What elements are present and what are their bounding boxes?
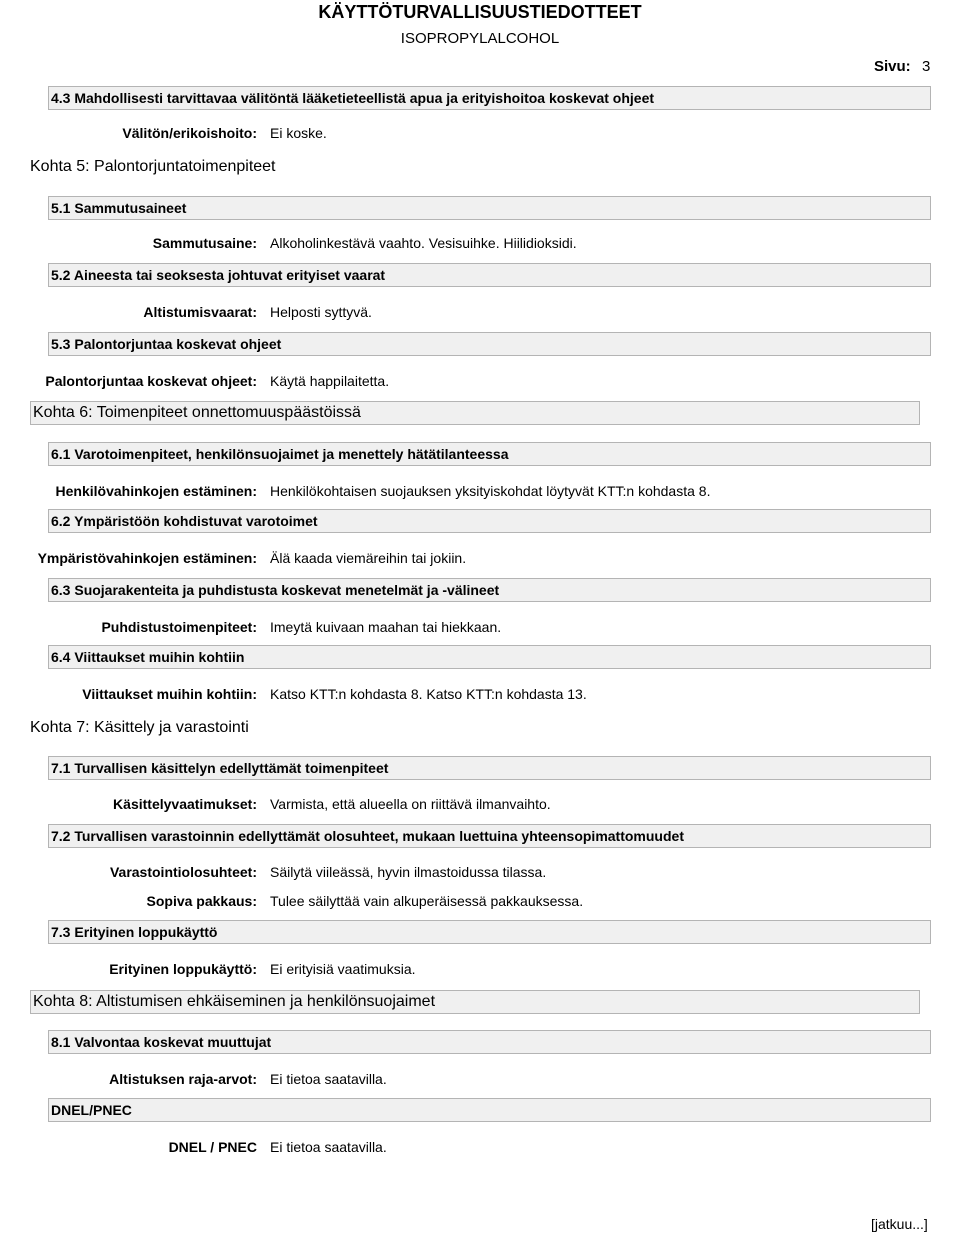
field-value-references: Katso KTT:n kohdasta 8. Katso KTT:n kohdasta 13. — [270, 686, 587, 702]
section-7-heading: Kohta 7: Käsittely ja varastointi — [30, 719, 249, 736]
subsection-7-1-heading: 7.1 Turvallisen käsittelyn edellyttämät toimenpiteet — [48, 756, 931, 780]
field-value-firefighting-advice: Käytä happilaitetta. — [270, 373, 390, 389]
subsection-7-2-heading: 7.2 Turvallisen varastoinnin edellyttämät olosuhteet, mukaan luettuina yhteensopimattomuudet — [48, 824, 931, 848]
field-value-storage-conditions: Säilytä viileässä, hyvin ilmastoidussa tilassa. — [270, 864, 547, 880]
field-label-references: Viittaukset muihin kohtiin: — [82, 686, 257, 702]
subsection-dnel-pnec-heading: DNEL/PNEC — [48, 1098, 931, 1122]
field-value-specific-end-use: Ei erityisiä vaatimuksia. — [270, 961, 416, 977]
continued-marker: [jatkuu...] — [871, 1216, 928, 1232]
field-label-immediate-treatment: Välitön/erikoishoito: — [122, 125, 257, 141]
subsection-8-1-heading: 8.1 Valvontaa koskevat muuttujat — [48, 1030, 931, 1054]
field-label-extinguishing-media: Sammutusaine: — [152, 235, 257, 251]
subsection-5-1-heading: 5.1 Sammutusaineet — [48, 196, 931, 220]
subsection-6-3-heading: 6.3 Suojarakenteita ja puhdistusta koskevat menetelmät ja -välineet — [48, 578, 931, 602]
subsection-7-3-heading: 7.3 Erityinen loppukäyttö — [48, 920, 931, 944]
section-6-heading: Kohta 6: Toimenpiteet onnettomuuspäästöissä — [30, 401, 920, 425]
field-value-suitable-packaging: Tulee säilyttää vain alkuperäisessä pakkauksessa. — [270, 893, 584, 909]
product-name: ISOPROPYLALCOHOL — [400, 30, 560, 47]
field-value-dnel-pnec: Ei tietoa saatavilla. — [270, 1139, 387, 1155]
section-5-heading: Kohta 5: Palontorjuntatoimenpiteet — [30, 158, 276, 175]
field-label-exposure-hazards: Altistumisvaarat: — [143, 304, 257, 320]
subsection-6-2-heading: 6.2 Ympäristöön kohdistuvat varotoimet — [48, 509, 931, 533]
field-label-storage-conditions: Varastointiolosuhteet: — [109, 864, 257, 880]
field-value-immediate-treatment: Ei koske. — [270, 125, 327, 141]
field-value-extinguishing-media: Alkoholinkestävä vaahto. Vesisuihke. Hiilidioksidi. — [270, 235, 577, 251]
subsection-6-4-heading: 6.4 Viittaukset muihin kohtiin — [48, 645, 931, 669]
subsection-4-3-heading: 4.3 Mahdollisesti tarvittavaa välitöntä lääketieteellistä apua ja erityishoitoa koskevat ohjeet — [48, 86, 931, 110]
field-label-environmental-precautions: Ympäristövahinkojen estäminen: — [37, 550, 257, 566]
page-label: Sivu: — [874, 58, 911, 75]
field-value-cleanup-procedures: Imeytä kuivaan maahan tai hiekkaan. — [270, 619, 502, 635]
field-label-handling-requirements: Käsittelyvaatimukset: — [113, 796, 257, 812]
section-8-heading: Kohta 8: Altistumisen ehkäiseminen ja henkilönsuojaimet — [30, 990, 920, 1014]
subsection-6-1-heading: 6.1 Varotoimenpiteet, henkilönsuojaimet ja menettely hätätilanteessa — [48, 442, 931, 466]
field-value-environmental-precautions: Älä kaada viemäreihin tai jokiin. — [270, 550, 467, 566]
field-label-exposure-limits: Altistuksen raja-arvot: — [109, 1071, 257, 1087]
field-label-personal-precautions: Henkilövahinkojen estäminen: — [55, 483, 257, 499]
document-title: KÄYTTÖTURVALLISUUSTIEDOTTEET — [318, 2, 642, 22]
field-value-personal-precautions: Henkilökohtaisen suojauksen yksityiskohdat löytyvät KTT:n kohdasta 8. — [270, 483, 711, 499]
field-label-dnel-pnec: DNEL / PNEC — [168, 1139, 257, 1155]
field-label-firefighting-advice: Palontorjuntaa koskevat ohjeet: — [45, 373, 257, 389]
field-label-cleanup-procedures: Puhdistustoimenpiteet: — [101, 619, 257, 635]
page-number: 3 — [922, 58, 931, 75]
subsection-5-3-heading: 5.3 Palontorjuntaa koskevat ohjeet — [48, 332, 931, 356]
subsection-5-2-heading: 5.2 Aineesta tai seoksesta johtuvat erityiset vaarat — [48, 263, 931, 287]
field-label-suitable-packaging: Sopiva pakkaus: — [146, 893, 257, 909]
field-value-exposure-limits: Ei tietoa saatavilla. — [270, 1071, 387, 1087]
field-value-exposure-hazards: Helposti syttyvä. — [270, 304, 372, 320]
field-label-specific-end-use: Erityinen loppukäyttö: — [109, 961, 257, 977]
field-value-handling-requirements: Varmista, että alueella on riittävä ilmanvaihto. — [270, 796, 551, 812]
